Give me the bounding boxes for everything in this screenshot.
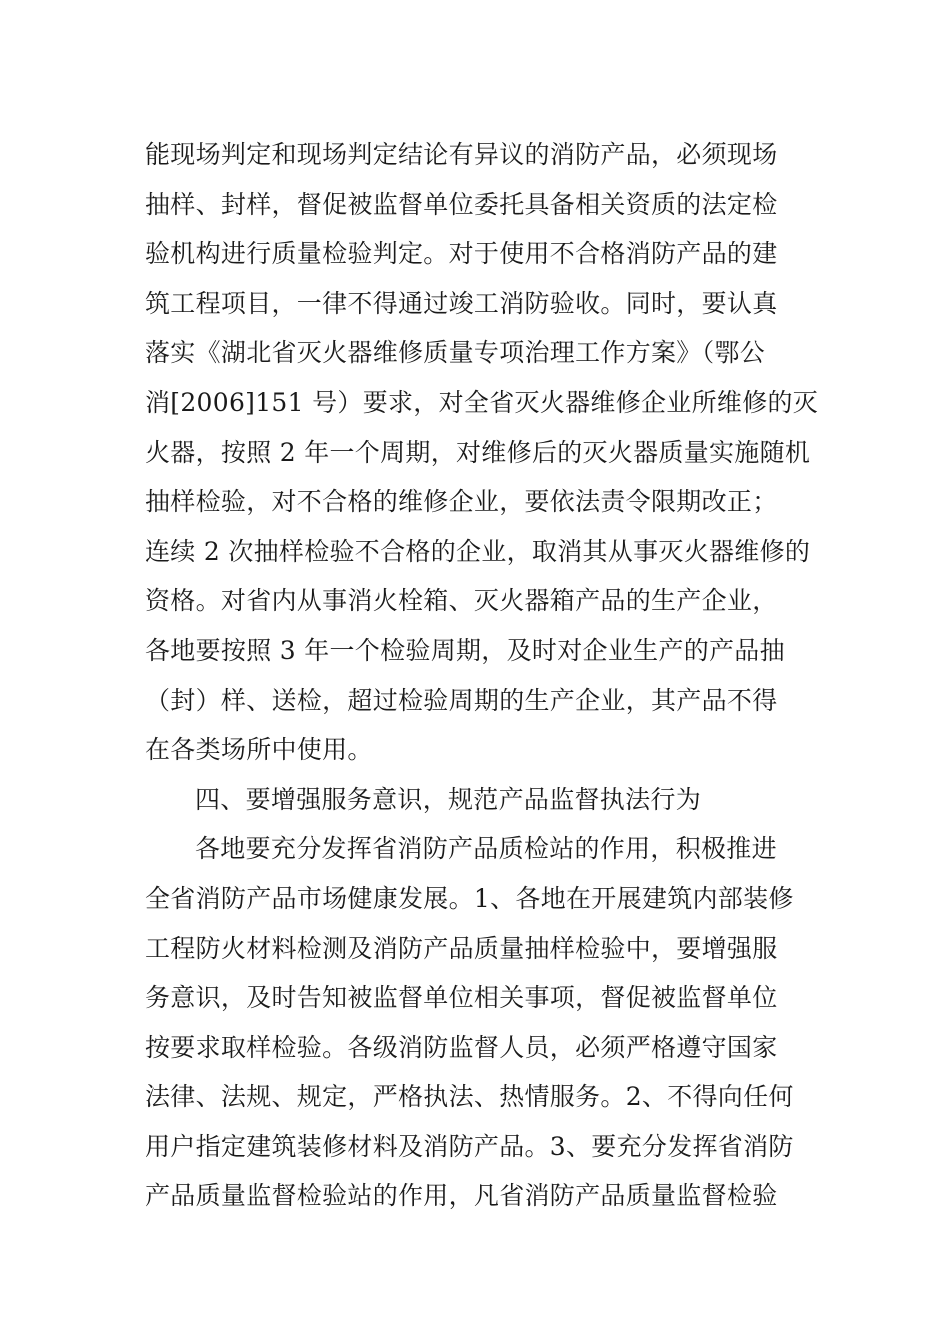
text-line: 落实《湖北省灭火器维修质量专项治理工作方案》（鄂公	[145, 338, 766, 368]
text-line: 法律、法规、规定，严格执法、热情服务。2、不得向任何	[145, 1082, 794, 1112]
text-line: 按要求取样检验。各级消防监督人员，必须严格遵守国家	[145, 1032, 778, 1062]
text-line: 连续 2 次抽样检验不合格的企业，取消其从事灭火器维修的	[145, 536, 811, 566]
text-line: 各地要按照 3 年一个检验周期，及时对企业生产的产品抽	[145, 635, 785, 665]
paragraph-start: 各地要充分发挥省消防产品质检站的作用，积极推进	[195, 834, 777, 864]
text-line: 火器，按照 2 年一个周期，对维修后的灭火器质量实施随机	[145, 437, 811, 467]
text-line: （封）样、送检，超过检验周期的生产企业，其产品不得	[145, 685, 778, 715]
text-line: 产品质量监督检验站的作用，凡省消防产品质量监督检验	[145, 1181, 778, 1211]
text-line: 工程防火材料检测及消防产品质量抽样检验中，要增强服	[145, 933, 778, 963]
text-line: 验机构进行质量检验判定。对于使用不合格消防产品的建	[145, 239, 778, 269]
text-line: 能现场判定和现场判定结论有异议的消防产品，必须现场	[145, 140, 778, 169]
text-line: 抽样、封样，督促被监督单位委托具备相关资质的法定检	[145, 189, 778, 219]
text-line: 用户指定建筑装修材料及消防产品。3、要充分发挥省消防	[145, 1131, 794, 1161]
text-line: 消[2006]151 号）要求，对全省灭火器维修企业所维修的灭	[145, 387, 819, 417]
text-line: 资格。对省内从事消火栓箱、灭火器箱产品的生产企业，	[145, 586, 778, 616]
text-line: 全省消防产品市场健康发展。1、各地在开展建筑内部装修	[145, 883, 794, 913]
text-line: 筑工程项目，一律不得通过竣工消防验收。同时，要认真	[145, 288, 778, 318]
text-line: 在各类场所中使用。	[145, 735, 373, 765]
text-line: 务意识，及时告知被监督单位相关事项，督促被监督单位	[145, 983, 778, 1013]
text-line: 抽样检验，对不合格的维修企业，要依法责令限期改正；	[145, 487, 778, 517]
section-heading: 四、要增强服务意识，规范产品监督执法行为	[195, 784, 702, 814]
body-text	[145, 130, 825, 1221]
